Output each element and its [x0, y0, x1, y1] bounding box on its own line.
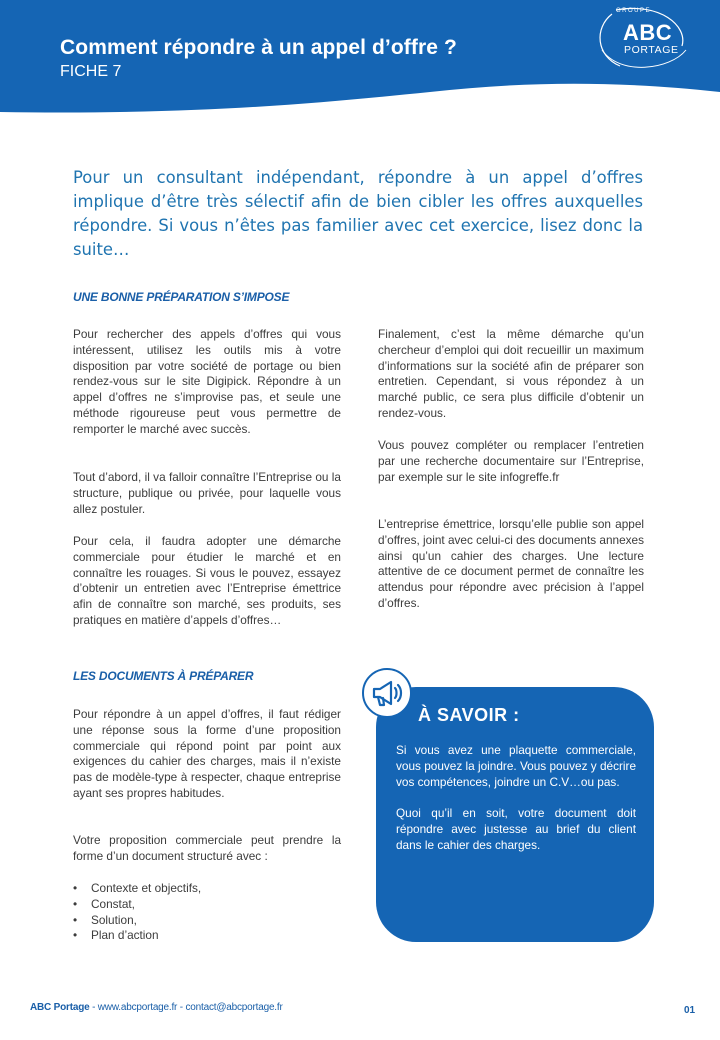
section-title-preparation: UNE BONNE PRÉPARATION S’IMPOSE	[73, 290, 290, 304]
list-item: • Solution,	[73, 913, 201, 929]
paragraph: Pour répondre à un appel d’offres, il faut rédiger une réponse sous la forme d’une proposition commerciale qui répond point par point aux exigences du cahier des charges, mais il n’existe pas de modèle-type à respecter, chaque entreprise ayant ses propres habitudes.	[73, 707, 341, 800]
intro-paragraph: Pour un consultant indépendant, répondre à un appel d’offres implique d’être très sélectif afin de bien cibler les offres auxquelles répondre. Si vous n’êtes pas familier avec cet exercice, lisez donc la suite…	[73, 168, 643, 259]
header-banner	[0, 0, 720, 120]
bullet-list	[73, 881, 201, 944]
footer-links: - www.abcportage.fr - contact@abcportage.fr	[89, 1002, 283, 1013]
footer-contact	[30, 1002, 283, 1013]
paragraph: Vous pouvez compléter ou remplacer l’entretien par une recherche documentaire sur l’Entreprise, par exemple sur le site infogreffe.fr	[378, 438, 644, 484]
list-item: • Contexte et objectifs,	[73, 881, 201, 897]
section-title-documents: LES DOCUMENTS À PRÉPARER	[73, 669, 254, 683]
paragraph: Pour rechercher des appels d’offres qui vous intéressent, utilisez les outils mis à votre disposition par votre société de portage ou bien rendez-vous sur le site Digipick. Répondre à un appel d’offres ne s’improvise pas, et seule une méthode rigoureuse peut vous permettre de remporter le marché avec succès.	[73, 327, 341, 436]
a-savoir-paragraph-1: Si vous avez une plaquette commerciale, vous pouvez la joindre. Vous pouvez y décrire vos compétences, joindre un C.V…ou pas.	[396, 743, 637, 789]
page-number: 01	[684, 1005, 696, 1016]
paragraph: Votre proposition commerciale peut prendre la forme d’un document structuré avec :	[73, 833, 341, 863]
paragraph: Tout d’abord, il va falloir connaître l’Entreprise ou la structure, publique ou privée, pour laquelle vous allez postuler.	[73, 470, 341, 516]
a-savoir-paragraph-2: Quoi qu’il en soit, votre document doit répondre avec justesse au brief du client dans le cahier des charges.	[396, 806, 636, 852]
page-subtitle: FICHE 7	[60, 63, 122, 80]
list-item: • Constat,	[73, 897, 201, 913]
megaphone-icon	[361, 667, 413, 719]
abc-portage-logo: GROUPE ABC PORTAGE	[590, 6, 690, 76]
list-item: • Plan d’action	[73, 928, 201, 944]
paragraph: L’entreprise émettrice, lorsqu’elle publie son appel d’offres, joint avec celui-ci des documents annexes ainsi qu’un cahier des charges. Une lecture attentive de ce document permet de connaître les attendus pour répondre avec précision à l’appel d’offres.	[378, 517, 645, 610]
a-savoir-text	[396, 743, 636, 854]
footer-brand: ABC Portage	[30, 1002, 90, 1013]
a-savoir-title: À SAVOIR :	[418, 705, 520, 725]
paragraph: Finalement, c’est la même démarche qu’un chercheur d’emploi qui doit recueillir un maximum d’informations sur la société afin de préparer son entretien. Cependant, si vous répondez à un marché public, ce sera plus difficile d’obtenir un rendez-vous.	[378, 327, 644, 420]
page-title: Comment répondre à un appel d’offre ?	[60, 36, 457, 59]
paragraph: Pour cela, il faudra adopter une démarche commerciale pour étudier le marché et en connaître les rouages. Si vous le pouvez, essayez d’obtenir un entretien avec l’Entreprise émettrice afin de connaître son marché, ses produits, ses pratiques en matière d’appels d’offres…	[73, 534, 341, 627]
